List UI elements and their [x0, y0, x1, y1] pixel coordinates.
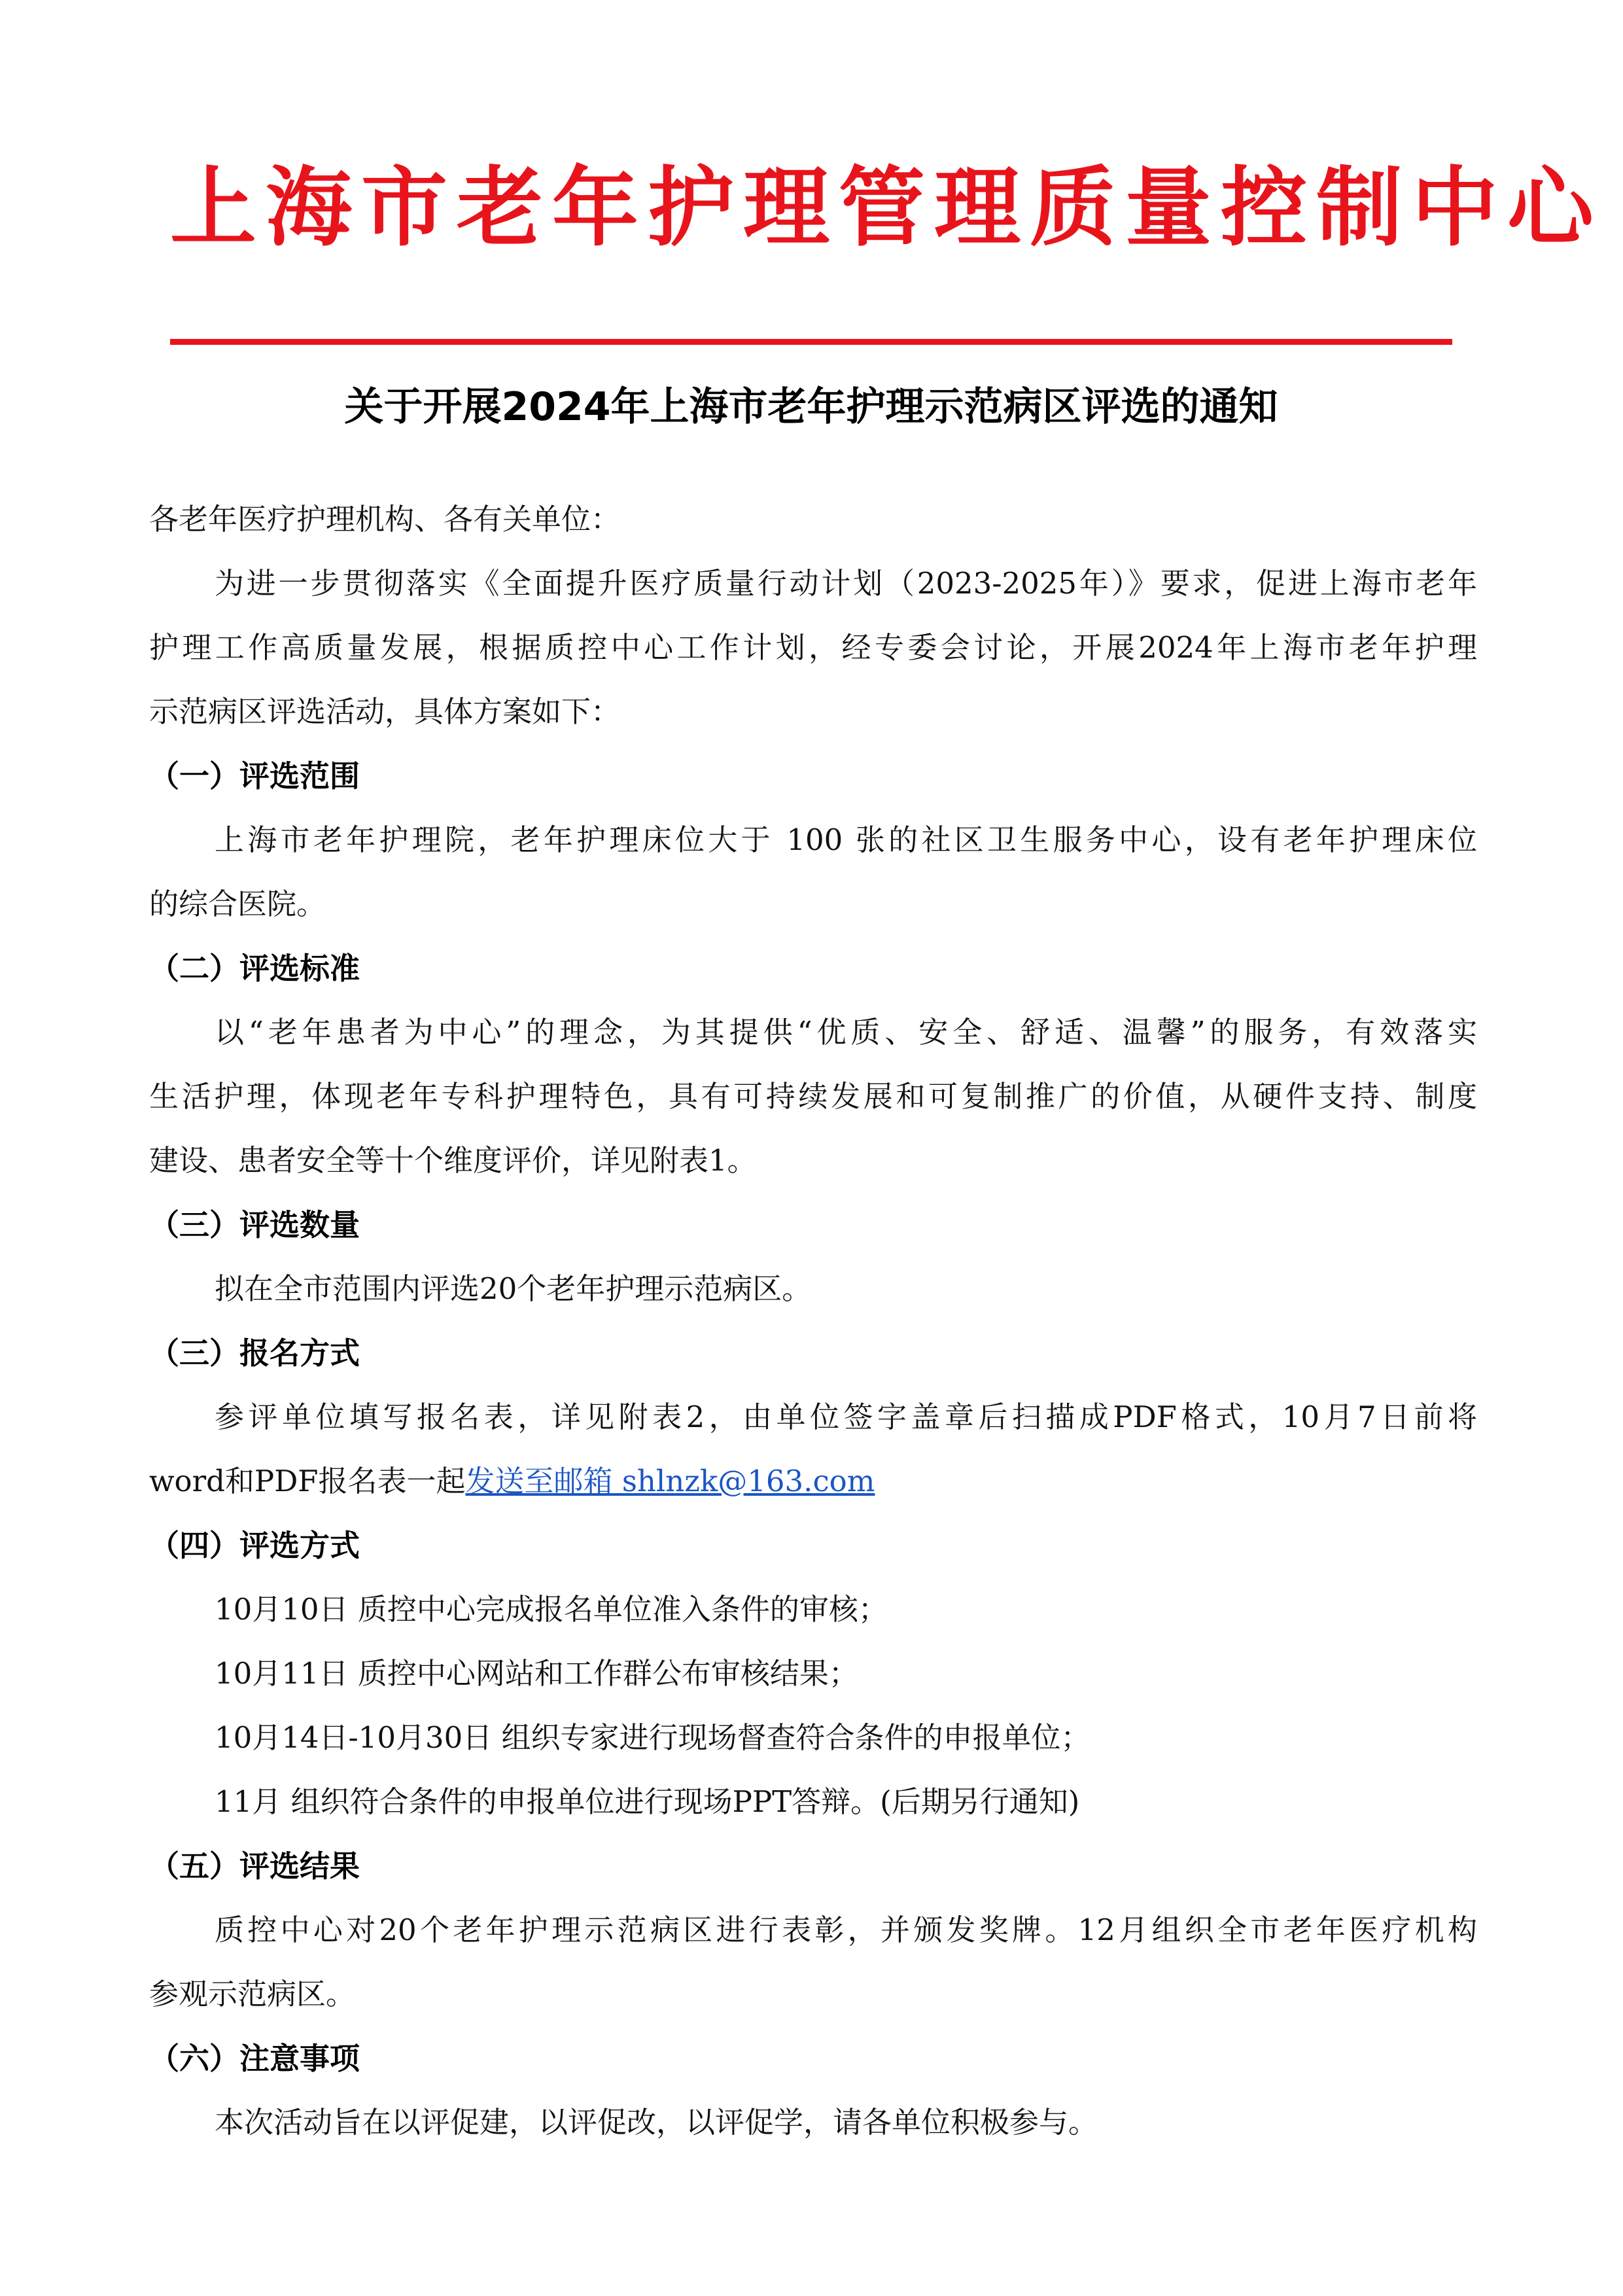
- letterhead-org-name: 上海市老年护理管理质量控制中心: [170, 157, 1603, 258]
- section-heading-scope: （一）评选范围: [149, 758, 360, 794]
- quantity-line-1: 拟在全市范围内评选20个老年护理示范病区。: [215, 1271, 812, 1306]
- section-heading-quantity: （三）评选数量: [149, 1207, 360, 1243]
- method-item-4: 11月 组织符合条件的申报单位进行现场PPT答辩。(后期另行通知): [215, 1784, 1080, 1819]
- method-item-3: 10月14日-10月30日 组织专家进行现场督查符合条件的申报单位；: [215, 1720, 1091, 1755]
- section-heading-results: （五）评选结果: [149, 1848, 360, 1884]
- standard-line-2: 生活护理，体现老年专科护理特色，具有可持续发展和可复制推广的价值，从硬件支持、制度: [149, 1079, 1477, 1114]
- email-link[interactable]: 发送至邮箱 shlnzk@163.com: [465, 1464, 875, 1498]
- intro-line-3: 示范病区评选活动，具体方案如下：: [149, 694, 621, 729]
- intro-line-2: 护理工作高质量发展，根据质控中心工作计划，经专委会讨论，开展2024年上海市老年护理: [149, 630, 1477, 665]
- registration-line-1: 参评单位填写报名表，详见附表2，由单位签字盖章后扫描成PDF格式，10月7日前将: [215, 1400, 1477, 1434]
- document-title: 关于开展2024年上海市老年护理示范病区评选的通知: [344, 384, 1278, 430]
- section-heading-registration: （三）报名方式: [149, 1335, 360, 1371]
- results-line-2: 参观示范病区。: [149, 1977, 356, 2011]
- notes-line-1: 本次活动旨在以评促建，以评促改，以评促学，请各单位积极参与。: [215, 2105, 1098, 2140]
- letterhead-red-rule: [170, 339, 1452, 345]
- salutation: 各老年医疗护理机构、各有关单位：: [149, 502, 621, 537]
- registration-line-2: [149, 1449, 1477, 1513]
- scope-line-2: 的综合医院。: [149, 887, 326, 921]
- intro-line-1: 为进一步贯彻落实《全面提升医疗质量行动计划（2023-2025年）》要求，促进上海市老年: [215, 566, 1477, 601]
- standard-line-1: 以“老年患者为中心”的理念，为其提供“优质、安全、舒适、温馨”的服务，有效落实: [215, 1015, 1477, 1050]
- section-heading-notes: （六）注意事项: [149, 2041, 360, 2076]
- method-item-1: 10月10日 质控中心完成报名单位准入条件的审核；: [215, 1592, 888, 1627]
- section-heading-standard: （二）评选标准: [149, 951, 360, 986]
- registration-line-2-text: word和PDF报名表一起: [149, 1464, 466, 1498]
- section-heading-method: （四）评选方式: [149, 1528, 360, 1563]
- method-item-2: 10月11日 质控中心网站和工作群公布审核结果；: [215, 1656, 858, 1691]
- standard-line-3: 建设、患者安全等十个维度评价，详见附表1。: [149, 1143, 757, 1178]
- scope-line-1: 上海市老年护理院，老年护理床位大于 100 张的社区卫生服务中心，设有老年护理床位: [215, 822, 1477, 857]
- document-body: [149, 487, 1477, 2155]
- results-line-1: 质控中心对20个老年护理示范病区进行表彰，并颁发奖牌。12月组织全市老年医疗机构: [215, 1913, 1477, 1947]
